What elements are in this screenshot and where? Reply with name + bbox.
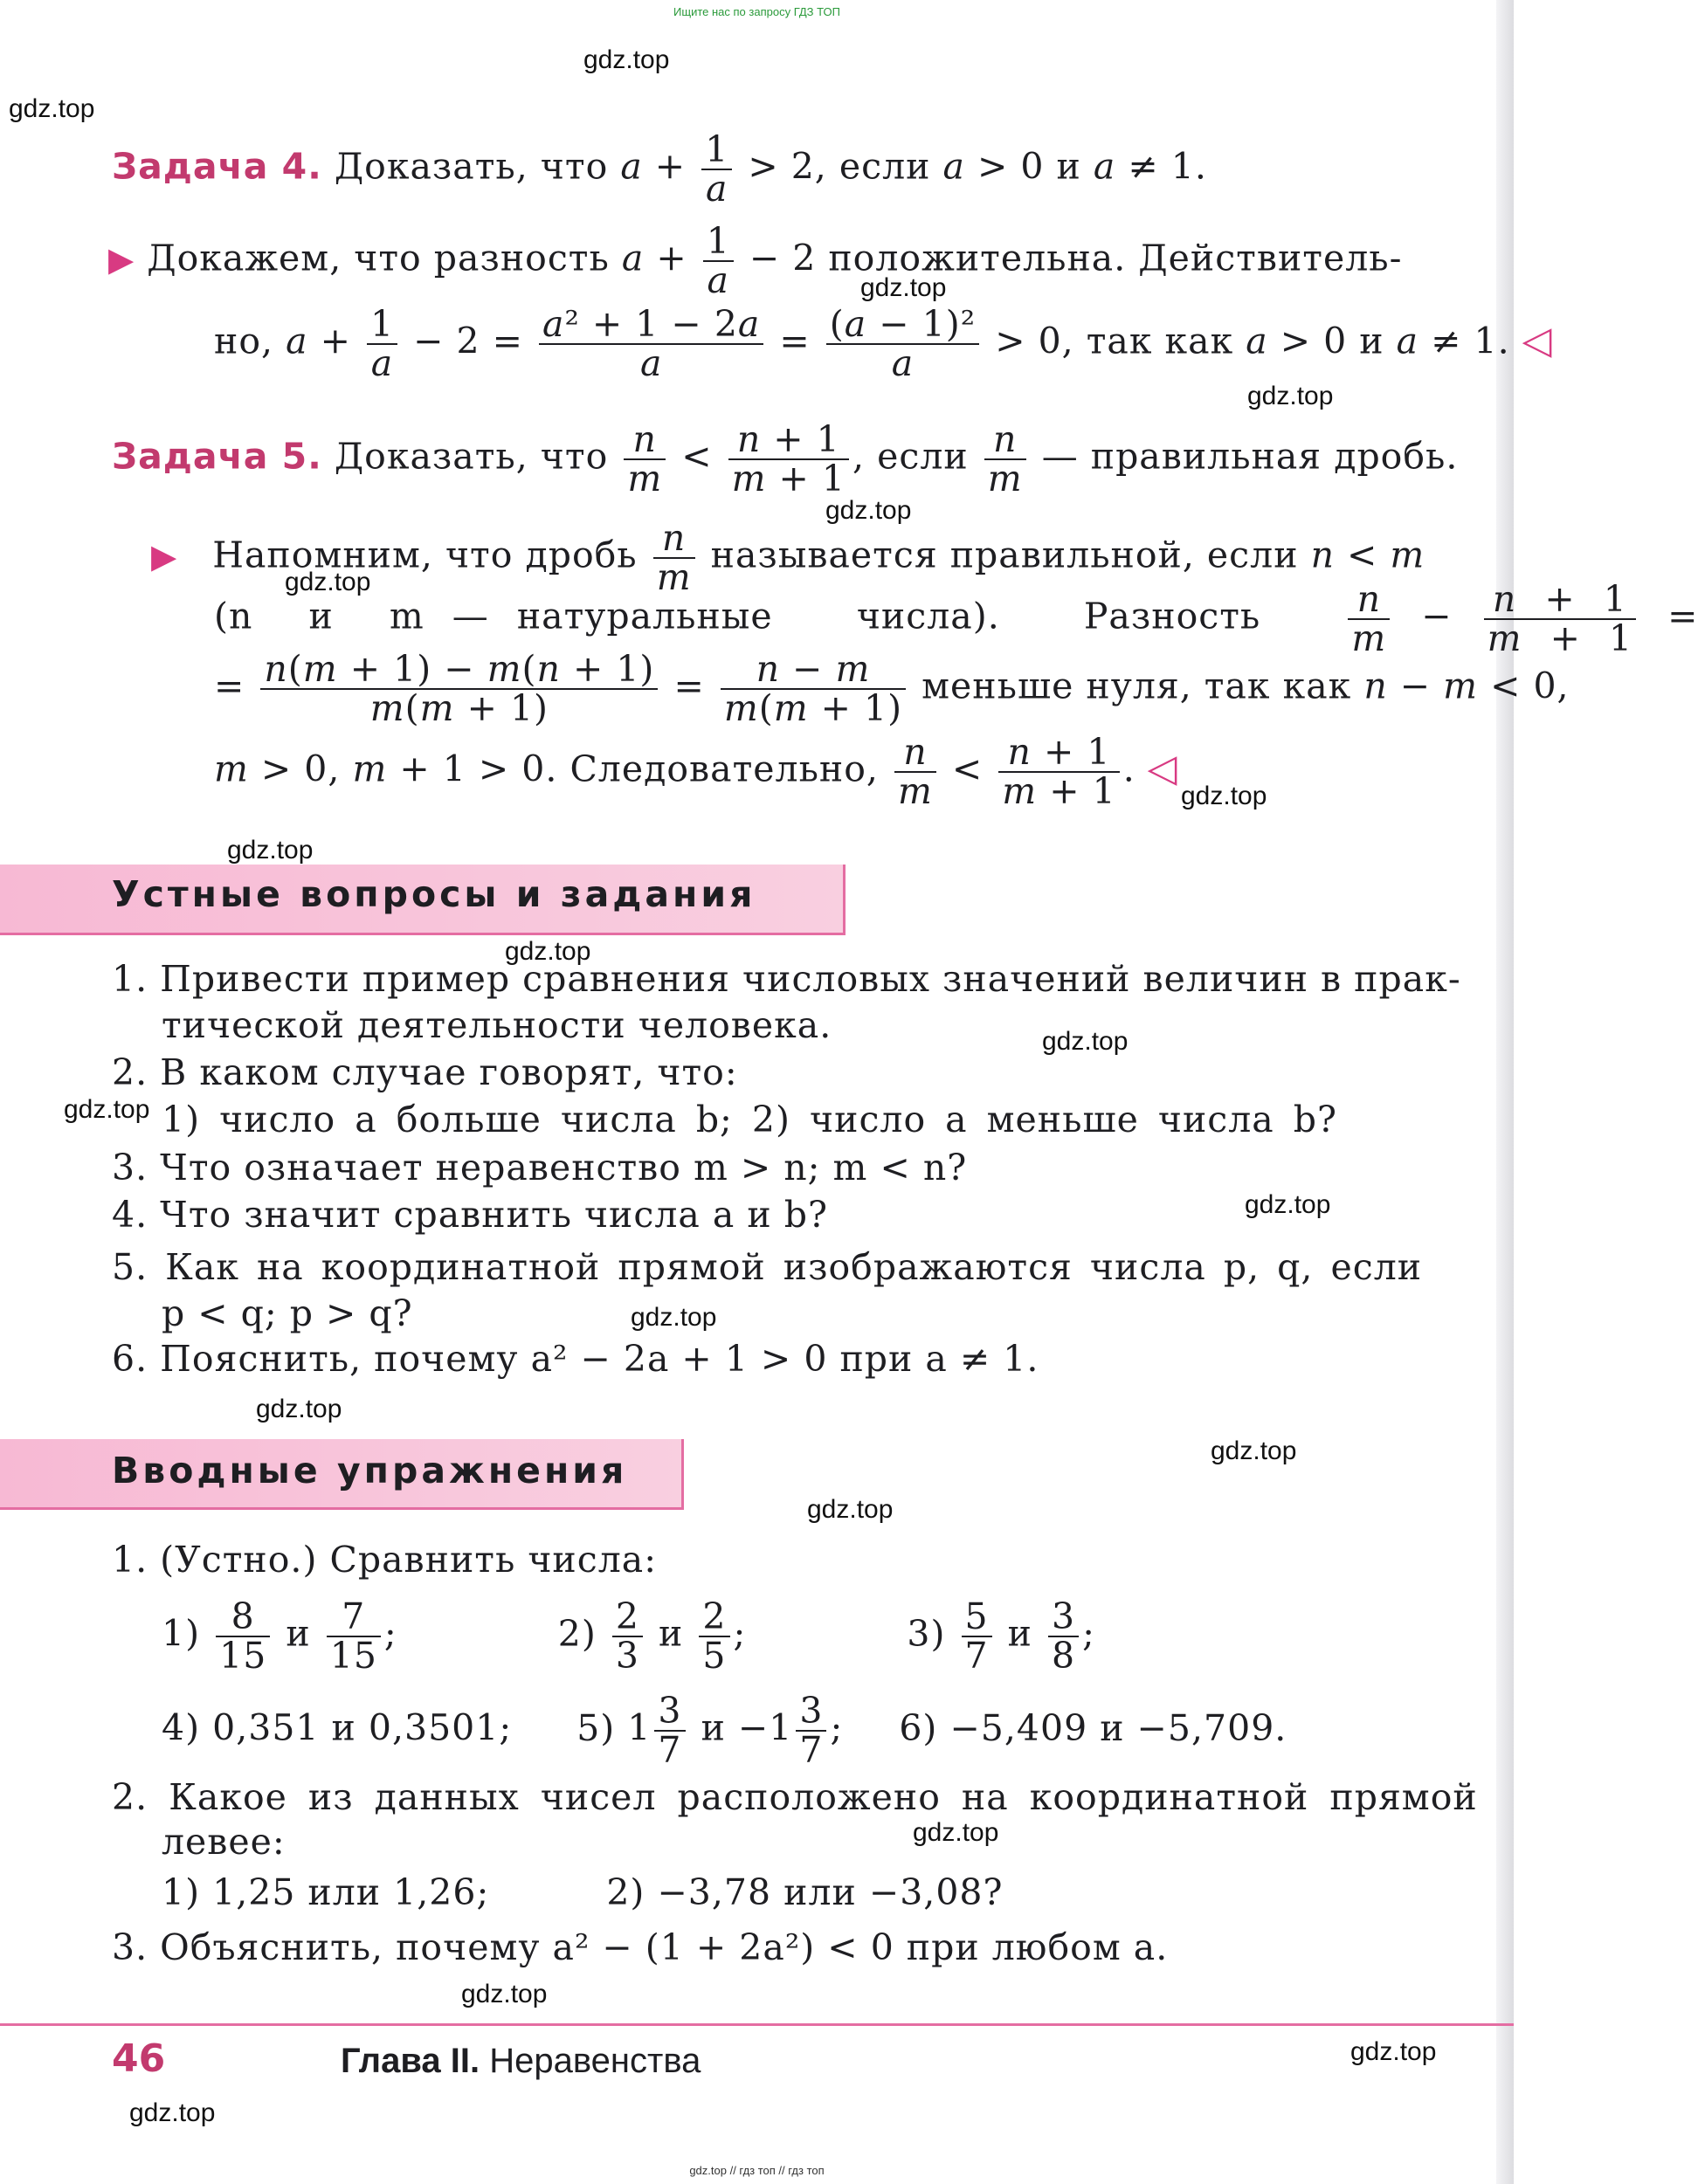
proof-start-icon: ▶ xyxy=(108,239,135,279)
watermark: gdz.top xyxy=(1247,382,1334,410)
intro-ex1: 1. (Устно.) Сравнить числа: xyxy=(112,1539,658,1581)
watermark: gdz.top xyxy=(285,568,371,596)
chapter-title: Глава II. Неравенства xyxy=(341,2042,701,2080)
task4-proof-line2: но, a + $\frac{1}{a}$ − 2 = $\frac{\text{a² + 1 − 2a}}{a}$ = $\frac{\text{(a − 1)²}}{a}$ > 0, так как a > 0 и a ≠ 1. ◁ xyxy=(214,303,1553,385)
page-number: 46 xyxy=(112,2036,166,2081)
task4-label: Задача 4. xyxy=(112,145,322,188)
intro-section-title: Вводные упражнения xyxy=(112,1450,628,1492)
bottom-note: gdz.top // гдз топ // гдз топ xyxy=(689,2164,825,2177)
intro-ex1-row1: 1) $\frac{8}{15}$ и $\frac{7}{15}$ ; 2) $\frac{2}{3}$ и $\frac{2}{5}$ ; 3) $\frac{5}{7}$ и $\frac{3}{8}$ ; xyxy=(162,1595,1095,1678)
watermark: gdz.top xyxy=(505,937,591,966)
intro-ex2: 2. Какое из данных чисел расположено на координатной прямой xyxy=(112,1776,1478,1818)
task5-statement: Задача 5. Доказать, что $\frac{n}{m}$ < $\frac{n + 1}{m + 1}$ , если $\frac{n}{m}$ — правильная дробь. xyxy=(112,418,1459,500)
watermark: gdz.top xyxy=(860,273,947,302)
oral-section-title: Устные вопросы и задания xyxy=(112,873,756,915)
intro-ex2-options: 1) 1,25 или 1,26; 2) −3,78 или −3,08? xyxy=(162,1871,1004,1913)
task5-proof-line4: m > 0, m + 1 > 0. Следовательно, $\frac{n}{m}$ < $\frac{n + 1}{m + 1}$ . ◁ xyxy=(214,731,1178,813)
oral-q1: 1. Привести пример сравнения числовых значений величин в прак- xyxy=(112,958,1461,1000)
watermark: gdz.top xyxy=(583,45,670,74)
task4-proof-line1: ▶ Докажем, что разность a + $\frac{1}{a}$ − 2 положительна. Действитель- xyxy=(108,220,1403,302)
watermark: gdz.top xyxy=(256,1395,342,1423)
proof-end-icon: ◁ xyxy=(1522,318,1553,363)
oral-q2-options: 1) число a больше числа b; 2) число a меньше числа b? xyxy=(162,1099,1338,1140)
watermark: gdz.top xyxy=(631,1303,717,1332)
proof-start-icon: ▶ xyxy=(151,536,178,575)
watermark: gdz.top xyxy=(64,1095,150,1124)
oral-q2: 2. В каком случае говорят, что: xyxy=(112,1051,738,1093)
watermark: gdz.top xyxy=(1211,1436,1297,1465)
watermark: gdz.top xyxy=(461,1980,548,2008)
task5-label: Задача 5. xyxy=(112,435,322,478)
intro-ex2-cont: левее: xyxy=(162,1821,286,1863)
watermark: gdz.top xyxy=(1181,782,1267,810)
top-note: Ищите нас по запросу ГДЗ ТОП xyxy=(673,5,840,18)
oral-q3: 3. Что означает неравенство m > n; m < n? xyxy=(112,1147,968,1188)
watermark: gdz.top xyxy=(1042,1027,1129,1056)
task5-proof-line1: ▶ Напомним, что дробь $\frac{n}{m}$ называется правильной, если n < m xyxy=(151,517,1425,599)
watermark: gdz.top xyxy=(1350,2037,1437,2066)
oral-q5: 5. Как на координатной прямой изображаются числа p, q, если xyxy=(112,1246,1423,1288)
watermark: gdz.top xyxy=(1245,1190,1331,1219)
task4-statement: Задача 4. Доказать, что a + $\frac{1}{a}$ > 2, если a > 0 и a ≠ 1. xyxy=(112,128,1207,210)
watermark: gdz.top xyxy=(807,1495,894,1524)
intro-ex3: 3. Объяснить, почему a² − (1 + 2a²) < 0 при любом a. xyxy=(112,1926,1169,1968)
proof-end-icon: ◁ xyxy=(1147,746,1178,791)
oral-q1-cont: тической деятельности человека. xyxy=(162,1004,832,1046)
watermark: gdz.top xyxy=(227,836,314,865)
task5-proof-line2: (n и m — натуральные числа). Разность $\frac{n}{m}$ − $\frac{n + 1}{m + 1}$ = xyxy=(214,578,1698,660)
intro-ex1-row2: 4) 0,351 и 0,3501; 5) 1 $\frac{3}{7}$ и −1 $\frac{3}{7}$ ; 6) −5,409 и −5,709. xyxy=(162,1690,1287,1772)
oral-q5-cont: p < q; p > q? xyxy=(162,1292,413,1334)
task5-proof-line3: = $\frac{n(m + 1) - m(n + 1)}{m(m + 1)}$ = $\frac{n - m}{m(m + 1)}$ меньше нуля, так как n − m < 0, xyxy=(214,648,1570,730)
watermark: gdz.top xyxy=(9,94,95,123)
watermark: gdz.top xyxy=(129,2098,216,2127)
watermark: gdz.top xyxy=(825,496,912,525)
oral-q6: 6. Пояснить, почему a² − 2a + 1 > 0 при a ≠ 1. xyxy=(112,1338,1039,1380)
footer-rule xyxy=(0,2023,1514,2026)
oral-q4: 4. Что значит сравнить числа a и b? xyxy=(112,1194,828,1236)
watermark: gdz.top xyxy=(913,1818,999,1847)
